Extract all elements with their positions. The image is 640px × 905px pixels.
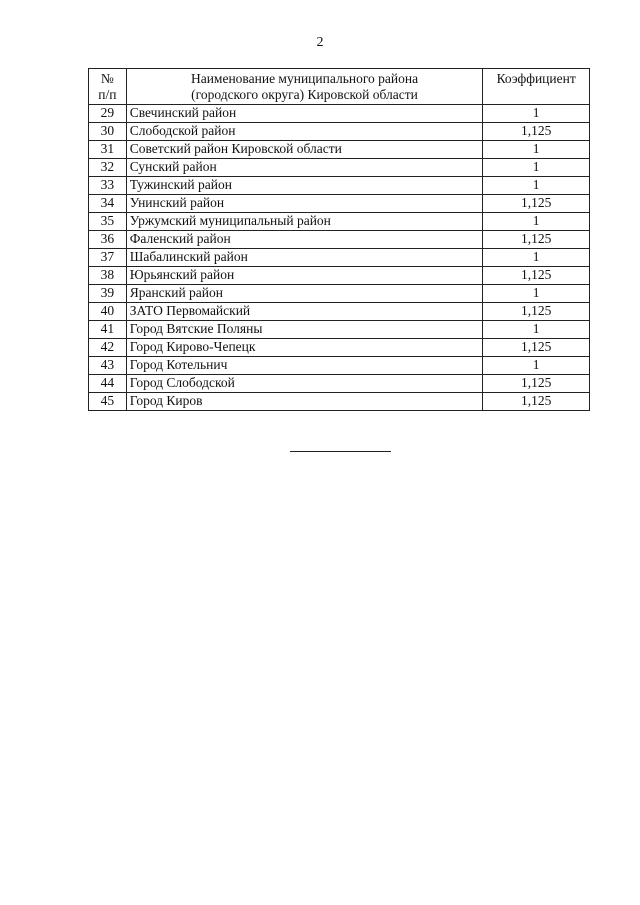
row-name-cell: Тужинский район: [126, 177, 483, 195]
header-number-cell: [89, 69, 127, 105]
table-row: [89, 159, 590, 177]
row-number-cell: 37: [89, 249, 127, 267]
row-number-cell: 35: [89, 213, 127, 231]
row-name-cell: Город Слободской: [126, 375, 483, 393]
header-number-abbrev: п/п: [98, 87, 117, 102]
row-coefficient-cell: 1: [483, 321, 590, 339]
row-name-cell: Яранский район: [126, 285, 483, 303]
row-number-cell: 43: [89, 357, 127, 375]
row-coefficient-cell: 1: [483, 213, 590, 231]
header-row: [89, 69, 590, 105]
row-name-cell: Город Котельнич: [126, 357, 483, 375]
row-number-cell: 32: [89, 159, 127, 177]
row-coefficient-cell: 1: [483, 141, 590, 159]
row-coefficient-cell: 1,125: [483, 393, 590, 411]
table-row: [89, 303, 590, 321]
row-number-cell: 36: [89, 231, 127, 249]
row-name-cell: Город Вятские Поляны: [126, 321, 483, 339]
table-row: [89, 213, 590, 231]
row-coefficient-cell: 1,125: [483, 303, 590, 321]
row-name-cell: Слободской район: [126, 123, 483, 141]
row-coefficient-cell: 1: [483, 105, 590, 123]
row-coefficient-cell: 1: [483, 249, 590, 267]
table-row: [89, 375, 590, 393]
header-name-cell: [126, 69, 483, 105]
coefficient-table: [88, 68, 590, 411]
row-coefficient-cell: 1,125: [483, 123, 590, 141]
table-row: [89, 231, 590, 249]
table-row: [89, 357, 590, 375]
row-number-cell: 34: [89, 195, 127, 213]
table-header: [89, 69, 590, 105]
row-number-cell: 45: [89, 393, 127, 411]
row-number-cell: 31: [89, 141, 127, 159]
table-row: [89, 339, 590, 357]
table-row: [89, 285, 590, 303]
table-row: [89, 105, 590, 123]
row-number-cell: 42: [89, 339, 127, 357]
page-number: 2: [316, 35, 324, 50]
table-row: [89, 321, 590, 339]
row-coefficient-cell: 1,125: [483, 267, 590, 285]
row-number-cell: 30: [89, 123, 127, 141]
row-number-cell: 44: [89, 375, 127, 393]
row-name-cell: Унинский район: [126, 195, 483, 213]
row-name-cell: Юрьянский район: [126, 267, 483, 285]
header-number-symbol: №: [100, 71, 114, 86]
table-body: [89, 105, 590, 411]
row-name-cell: Сунский район: [126, 159, 483, 177]
row-number-cell: 39: [89, 285, 127, 303]
table-row: [89, 267, 590, 285]
header-coefficient-cell: Коэффициент: [483, 69, 590, 105]
row-coefficient-cell: 1: [483, 177, 590, 195]
row-name-cell: Уржумский муниципальный район: [126, 213, 483, 231]
row-name-cell: Советский район Кировской области: [126, 141, 483, 159]
row-number-cell: 33: [89, 177, 127, 195]
row-coefficient-cell: 1: [483, 285, 590, 303]
row-number-cell: 40: [89, 303, 127, 321]
row-number-cell: 38: [89, 267, 127, 285]
row-coefficient-cell: 1,125: [483, 339, 590, 357]
row-coefficient-cell: 1,125: [483, 375, 590, 393]
table-row: [89, 195, 590, 213]
table-row: [89, 249, 590, 267]
row-name-cell: Город Кирово-Чепецк: [126, 339, 483, 357]
table-row: [89, 393, 590, 411]
row-coefficient-cell: 1: [483, 159, 590, 177]
row-name-cell: Город Киров: [126, 393, 483, 411]
table-row: [89, 141, 590, 159]
row-coefficient-cell: 1,125: [483, 231, 590, 249]
row-name-cell: Свечинский район: [126, 105, 483, 123]
end-divider-line: [290, 451, 391, 452]
row-name-cell: Фаленский район: [126, 231, 483, 249]
row-coefficient-cell: 1: [483, 357, 590, 375]
header-name-line1: Наименование муниципального района: [190, 71, 419, 86]
row-name-cell: ЗАТО Первомайский: [126, 303, 483, 321]
header-name-line2: (городского округа) Кировской области: [191, 87, 418, 102]
row-coefficient-cell: 1,125: [483, 195, 590, 213]
row-number-cell: 29: [89, 105, 127, 123]
row-number-cell: 41: [89, 321, 127, 339]
table-row: [89, 177, 590, 195]
row-name-cell: Шабалинский район: [126, 249, 483, 267]
table-row: [89, 123, 590, 141]
